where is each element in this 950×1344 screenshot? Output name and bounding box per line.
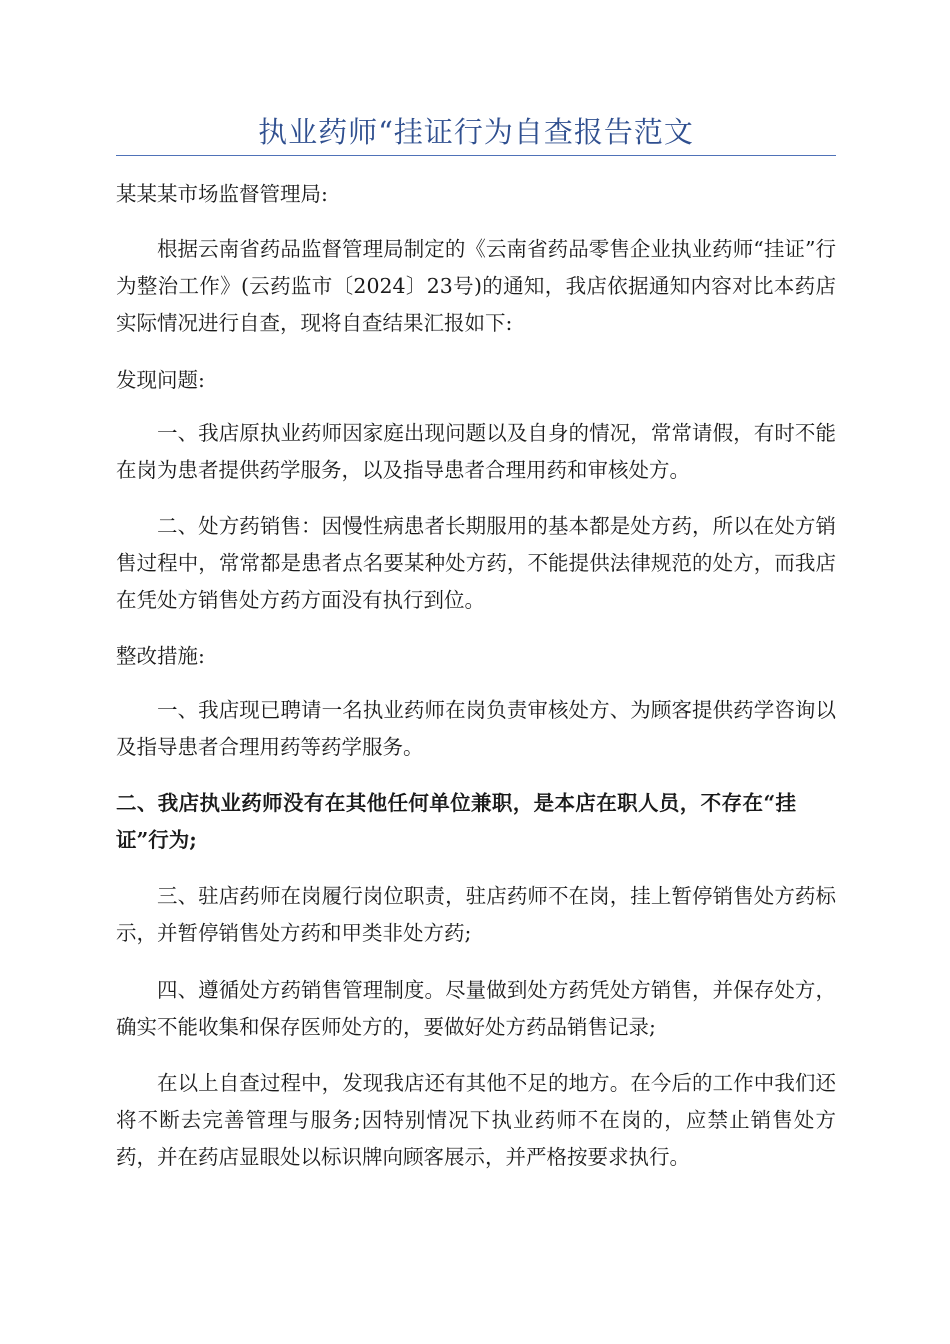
salutation: 某某某市场监督管理局: (116, 182, 328, 206)
intro-paragraph: 根据云南省药品监督管理局制定的《云南省药品零售企业执业药师“挂证”行为整治工作》(云药监市〔2024〕23号)的通知，我店依据通知内容对比本药店实际情况进行自查，现将自查结果汇报如下: (116, 237, 836, 335)
measures-heading: 整改措施: (116, 644, 205, 668)
problem-1-paragraph: 一、我店原执业药师因家庭出现问题以及自身的情况，常常请假，有时不能在岗为患者提供药学服务，以及指导患者合理用药和审核处方。 (116, 421, 836, 482)
problem-2-paragraph: 二、处方药销售：因慢性病患者长期服用的基本都是处方药，所以在处方销售过程中，常常都是患者点名要某种处方药，不能提供法律规范的处方，而我店在凭处方销售处方药方面没有执行到位。 (116, 514, 836, 612)
title-underline (116, 155, 836, 156)
problems-heading: 发现问题: (116, 368, 205, 392)
document-title: 执业药师“挂证行为自查报告范文 (258, 115, 694, 149)
measure-4-paragraph: 四、遵循处方药销售管理制度。尽量做到处方药凭处方销售，并保存处方，确实不能收集和保存医师处方的，要做好处方药品销售记录; (116, 978, 836, 1039)
measure-2-paragraph: 二、我店执业药师没有在其他任何单位兼职，是本店在职人员，不存在“挂证”行为; (116, 791, 796, 852)
measure-3-paragraph: 三、驻店药师在岗履行岗位职责，驻店药师不在岗，挂上暂停销售处方药标示，并暂停销售处方药和甲类非处方药; (116, 884, 836, 945)
measure-1-paragraph: 一、我店现已聘请一名执业药师在岗负责审核处方、为顾客提供药学咨询以及指导患者合理用药等药学服务。 (116, 698, 836, 759)
conclusion-paragraph: 在以上自查过程中，发现我店还有其他不足的地方。在今后的工作中我们还将不断去完善管理与服务;因特别情况下执业药师不在岗的，应禁止销售处方药，并在药店显眼处以标识牌向顾客展示，并严格按要求执行。 (116, 1071, 836, 1169)
